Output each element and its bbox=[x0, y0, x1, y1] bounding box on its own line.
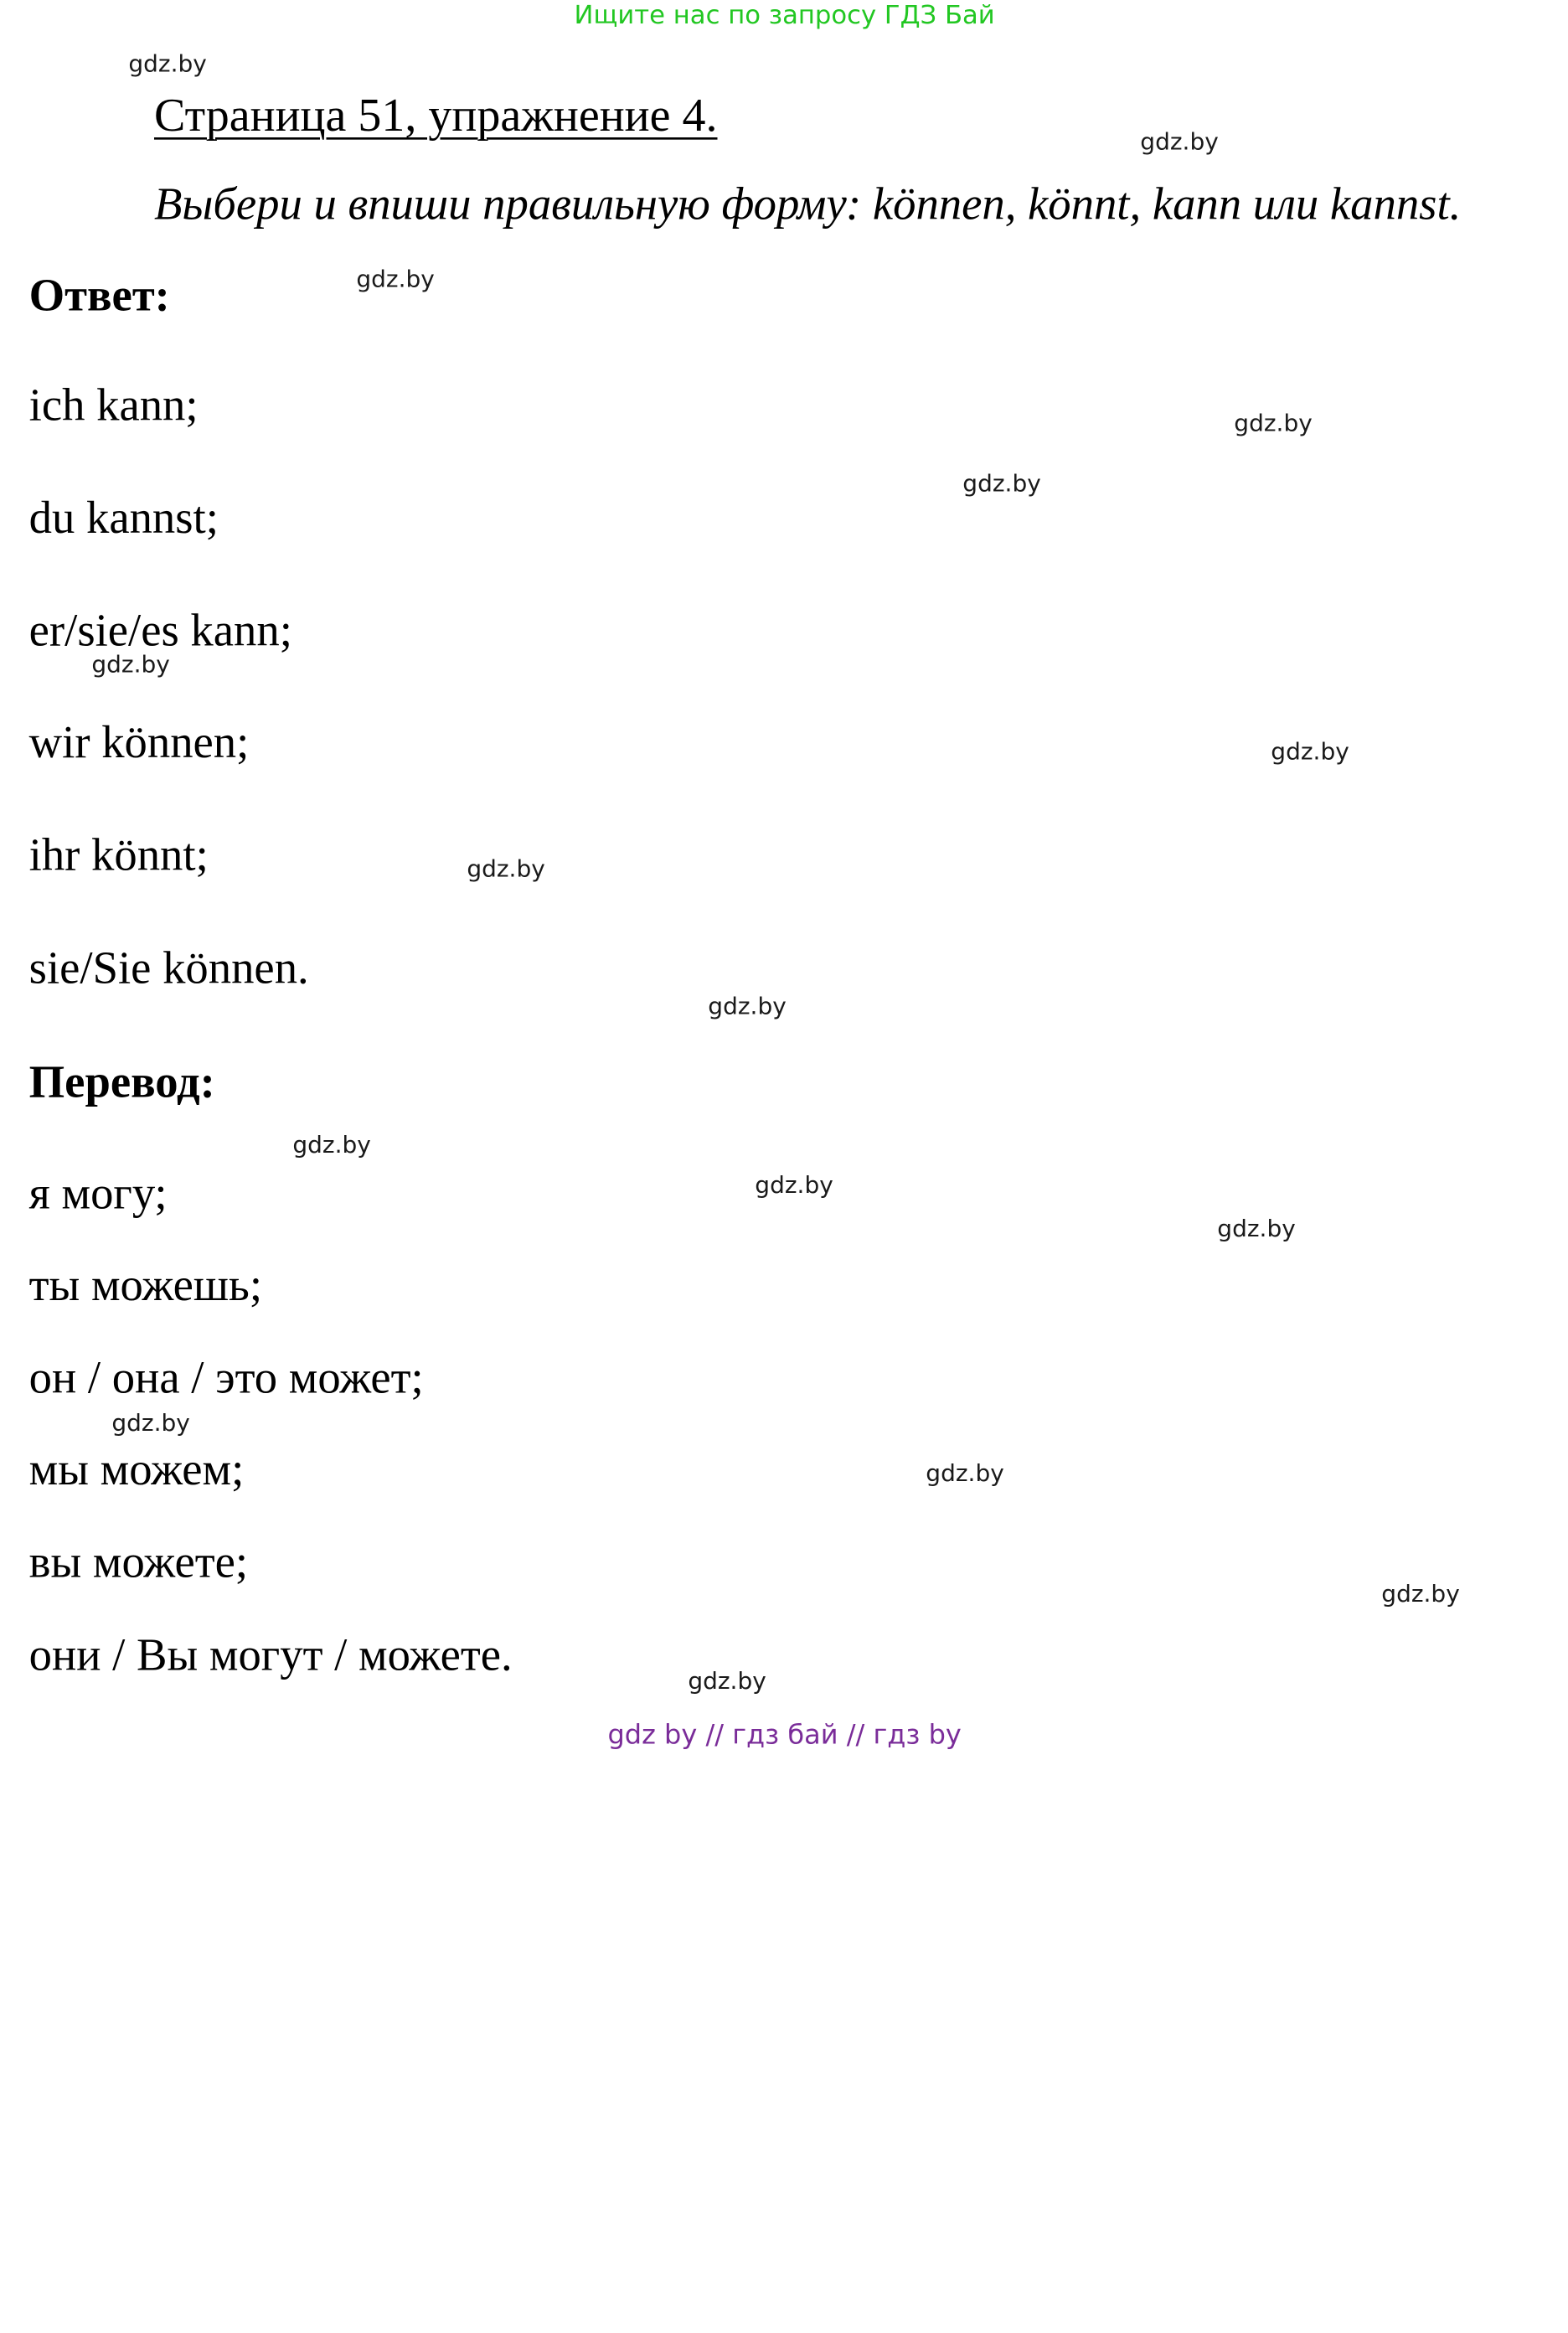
footer-link[interactable]: гдз бай bbox=[732, 1718, 838, 1751]
answer-line: wir können; bbox=[28, 715, 250, 767]
answer-line: ihr könnt; bbox=[28, 828, 209, 880]
watermark: gdz.by bbox=[755, 1171, 833, 1199]
watermark: gdz.by bbox=[1381, 1580, 1460, 1608]
translation-line: ты можешь; bbox=[28, 1258, 263, 1310]
page-title: Страница 51, упражнение 4. bbox=[153, 90, 718, 142]
watermark: gdz.by bbox=[1271, 738, 1349, 766]
footer-link[interactable]: gdz by bbox=[607, 1718, 698, 1751]
top-banner: Ищите нас по запросу ГДЗ Бай bbox=[574, 1, 995, 30]
footer-separator: // bbox=[846, 1718, 865, 1751]
translation-heading: Перевод: bbox=[28, 1055, 215, 1107]
answer-line: er/sie/es kann; bbox=[28, 604, 292, 656]
watermark: gdz.by bbox=[926, 1459, 1004, 1487]
answer-line: ich kann; bbox=[28, 378, 199, 431]
footer-separator: // bbox=[705, 1718, 725, 1751]
watermark: gdz.by bbox=[1217, 1215, 1296, 1242]
watermark: gdz.by bbox=[128, 49, 207, 77]
watermark: gdz.by bbox=[1234, 410, 1313, 437]
watermark: gdz.by bbox=[467, 855, 545, 883]
watermark: gdz.by bbox=[292, 1131, 371, 1159]
watermark: gdz.by bbox=[962, 470, 1041, 498]
translation-line: он / она / это может; bbox=[28, 1351, 424, 1403]
answer-line: du kannst; bbox=[28, 491, 219, 543]
translation-line: я могу; bbox=[28, 1167, 168, 1219]
watermark: gdz.by bbox=[708, 993, 787, 1020]
watermark: gdz.by bbox=[356, 266, 435, 293]
footer-link[interactable]: гдз by bbox=[873, 1718, 962, 1751]
watermark: gdz.by bbox=[91, 651, 170, 679]
watermark: gdz.by bbox=[688, 1667, 766, 1695]
translation-line: вы можете; bbox=[28, 1536, 249, 1587]
watermark: gdz.by bbox=[1140, 128, 1219, 156]
watermark: gdz.by bbox=[111, 1409, 190, 1437]
translation-line: они / Вы могут / можете. bbox=[28, 1628, 513, 1680]
footer bbox=[0, 1718, 1568, 1752]
translation-line: мы можем; bbox=[28, 1443, 245, 1494]
task-text: Выбери и впиши правильную форму: können, könnt, kann или kannst. bbox=[153, 177, 1462, 230]
answer-line: sie/Sie können. bbox=[28, 941, 309, 994]
answer-heading: Ответ: bbox=[28, 269, 170, 321]
